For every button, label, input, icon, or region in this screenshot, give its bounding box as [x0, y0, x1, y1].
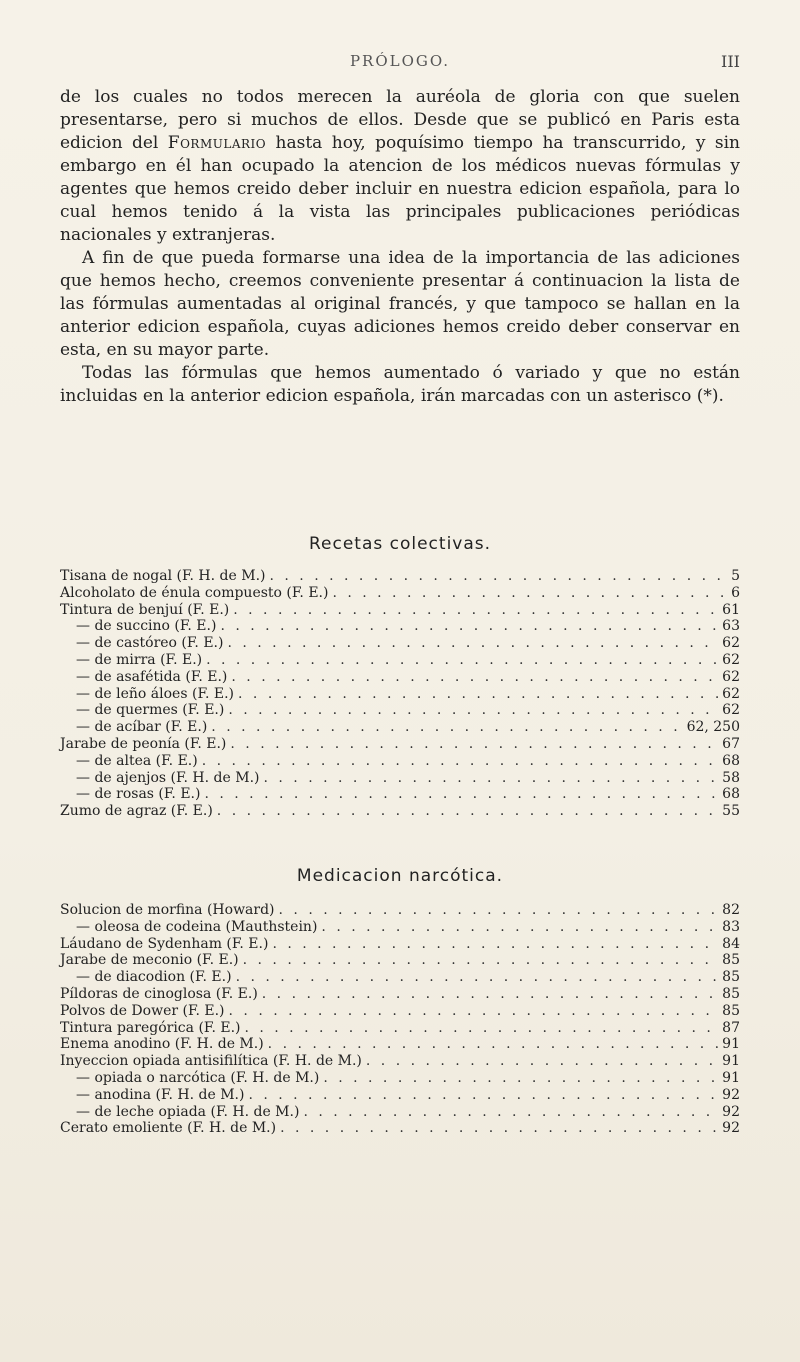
entry-page-number: 83: [722, 918, 740, 935]
section-title-medicacion: Medicacion narcótica.: [296, 866, 504, 886]
entry-name: Solucion de morfina (Howard): [60, 902, 275, 918]
paragraph-1-text-a: de los cuales no todos merecen la auréola de gloria con que suelen presentarse, pero si muchos de ellos. Desde que se publicó en Paris esta edicion del: [60, 87, 740, 153]
entry-name: — de rosas (F. E.): [76, 786, 201, 803]
leader-dots: [262, 986, 718, 1003]
entry-page-number: 61: [722, 601, 740, 618]
leader-dots: [303, 1104, 718, 1121]
index-entry: [60, 652, 740, 669]
entry-name: — de quermes (F. E.): [76, 702, 225, 719]
leader-dots: [272, 936, 718, 953]
entry-page-number: 92: [722, 1120, 740, 1137]
leader-dots: [238, 686, 718, 703]
entry-name: — de succino (F. E.): [76, 618, 217, 635]
index-entry: [60, 969, 740, 986]
entry-name: Alcoholato de énula compuesto (F. E.): [60, 584, 329, 601]
leader-dots: [230, 736, 718, 753]
leader-dots: [332, 585, 724, 602]
paragraph-1: [60, 86, 740, 247]
entry-name: — de castóreo (F. E.): [76, 635, 224, 652]
entry-name: — oleosa de codeina (Mauthstein): [76, 918, 318, 935]
index-entry: [60, 1003, 740, 1020]
entry-page-number: 62: [722, 635, 740, 652]
entry-page-number: 82: [722, 902, 740, 918]
index-entry: [60, 1070, 740, 1087]
entry-name: Inyeccion opiada antisifilítica (F. H. de M.): [60, 1053, 362, 1070]
leader-dots: [264, 770, 719, 787]
entry-name: Zumo de agraz (F. E.): [60, 803, 213, 820]
leader-dots: [366, 1053, 718, 1070]
entry-name: Tintura de benjuí (F. E.): [60, 601, 230, 618]
leader-dots: [217, 803, 718, 820]
entry-page-number: 67: [722, 735, 740, 752]
entry-page-number: 5: [731, 568, 740, 584]
leader-dots: [244, 1020, 718, 1037]
index-entry: [60, 702, 740, 719]
formulario-word: Formulario: [167, 133, 267, 153]
medicacion-list: [60, 902, 740, 1137]
leader-dots: [321, 919, 718, 936]
entry-name: — anodina (F. H. de M.): [76, 1086, 245, 1103]
entry-name: — de diacodion (F. E.): [76, 969, 232, 986]
entry-page-number: 6: [731, 584, 740, 601]
leader-dots: [227, 635, 718, 652]
paragraph-2: A fin de que pueda formarse una idea de la importancia de las adiciones que hemos hecho, creemos conveniente presentar á continuacion la lista de las fórmulas aumentadas al original francés, y que tampoco se hallan en la anterior edicion española, cuyas adiciones hemos creido deber conservar en esta, en su mayor parte.: [60, 248, 740, 360]
entry-page-number: 91: [722, 1053, 740, 1070]
leader-dots: [270, 568, 725, 585]
entry-name: Jarabe de peonía (F. E.): [60, 735, 227, 752]
leader-dots: [279, 902, 719, 919]
entry-name: — de asafétida (F. E.): [76, 668, 228, 685]
index-entry: [60, 568, 740, 585]
leader-dots: [231, 669, 718, 686]
index-entry: [60, 986, 740, 1003]
entry-page-number: 87: [722, 1019, 740, 1036]
entry-page-number: 84: [722, 935, 740, 952]
entry-name: — de leño áloes (F. E.): [76, 685, 235, 702]
page-number: III: [721, 52, 740, 71]
entry-page-number: 91: [722, 1036, 740, 1053]
index-entry: [60, 736, 740, 753]
entry-page-number: 85: [722, 952, 740, 969]
entry-name: Polvos de Dower (F. E.): [60, 1002, 225, 1019]
entry-page-number: 63: [722, 618, 740, 635]
section-title-recetas: Recetas colectivas.: [308, 534, 492, 554]
leader-dots: [280, 1120, 718, 1137]
prologue-text: [60, 86, 740, 408]
leader-dots: [204, 786, 718, 803]
entry-page-number: 62: [722, 651, 740, 668]
entry-name: — de mirra (F. E.): [76, 651, 203, 668]
leader-dots: [202, 753, 718, 770]
paragraph-1-text-b: hasta hoy, poquísimo tiempo ha transcurrido, y sin embargo en él han ocupado la atencion de los médicos nuevas fórmulas y agentes que hemos creido deber incluir en nuestra edicion española, para lo cual hemos tenido á la vista las principales publicaciones periódicas nacionales y extranjeras.: [60, 133, 741, 245]
paragraph-3: Todas las fórmulas que hemos aumentado ó variado y que no están incluidas en la anterior edicion española, irán marcadas con un asterisco (*).: [60, 363, 740, 406]
entry-page-number: 92: [722, 1103, 740, 1120]
entry-name: Láudano de Sydenham (F. E.): [60, 935, 269, 952]
index-entry: [60, 803, 740, 820]
entry-name: — de altea (F. E.): [76, 752, 198, 769]
index-entry: [60, 1053, 740, 1070]
index-entry: [60, 936, 740, 953]
entry-page-number: 55: [722, 803, 740, 820]
entry-page-number: 62: [722, 668, 740, 685]
entry-name: Enema anodino (F. H. de M.): [60, 1036, 264, 1053]
entry-page-number: 85: [722, 1002, 740, 1019]
entry-page-number: 62, 250: [686, 719, 740, 736]
leader-dots: [236, 969, 719, 986]
leader-dots: [248, 1087, 718, 1104]
leader-dots: [243, 952, 719, 969]
leader-dots: [233, 602, 718, 619]
entry-page-number: 85: [722, 969, 740, 986]
index-entry: [60, 635, 740, 652]
entry-name: — de leche opiada (F. H. de M.): [76, 1103, 300, 1120]
leader-dots: [268, 1036, 719, 1053]
leader-dots: [220, 618, 718, 635]
entry-page-number: 91: [722, 1069, 740, 1086]
index-entry: [60, 618, 740, 635]
index-entry: [60, 1087, 740, 1104]
leader-dots: [206, 652, 718, 669]
index-entry: [60, 669, 740, 686]
recetas-list: [60, 568, 740, 820]
leader-dots: [211, 719, 682, 736]
entry-page-number: 62: [722, 702, 740, 719]
running-title: PRÓLOGO.: [349, 52, 451, 70]
entry-name: — de ajenjos (F. H. de M.): [76, 769, 260, 786]
entry-page-number: 85: [722, 985, 740, 1002]
index-entry: [60, 1104, 740, 1121]
entry-page-number: 92: [722, 1086, 740, 1103]
entry-page-number: 58: [722, 769, 740, 786]
leader-dots: [323, 1070, 718, 1087]
entry-name: — de acíbar (F. E.): [76, 719, 208, 736]
index-entry: [60, 1120, 740, 1137]
entry-name: — opiada o narcótica (F. H. de M.): [76, 1069, 320, 1086]
entry-name: Tintura paregórica (F. E.): [60, 1019, 241, 1036]
entry-page-number: 62: [722, 685, 740, 702]
index-entry: [60, 753, 740, 770]
index-entry: [60, 952, 740, 969]
index-entry: [60, 1036, 740, 1053]
index-entry: [60, 719, 740, 736]
entry-name: Jarabe de meconio (F. E.): [60, 952, 239, 969]
index-entry: [60, 902, 740, 919]
entry-page-number: 68: [722, 786, 740, 803]
entry-name: Tisana de nogal (F. H. de M.): [60, 568, 266, 584]
entry-name: Cerato emoliente (F. H. de M.): [60, 1120, 277, 1137]
index-entry: [60, 602, 740, 619]
index-entry: [60, 770, 740, 787]
index-entry: [60, 1020, 740, 1037]
index-entry: [60, 686, 740, 703]
index-entry: [60, 919, 740, 936]
entry-page-number: 68: [722, 752, 740, 769]
leader-dots: [229, 1003, 719, 1020]
index-entry: [60, 786, 740, 803]
entry-name: Píldoras de cinoglosa (F. E.): [60, 985, 258, 1002]
index-entry: [60, 585, 740, 602]
leader-dots: [228, 702, 718, 719]
